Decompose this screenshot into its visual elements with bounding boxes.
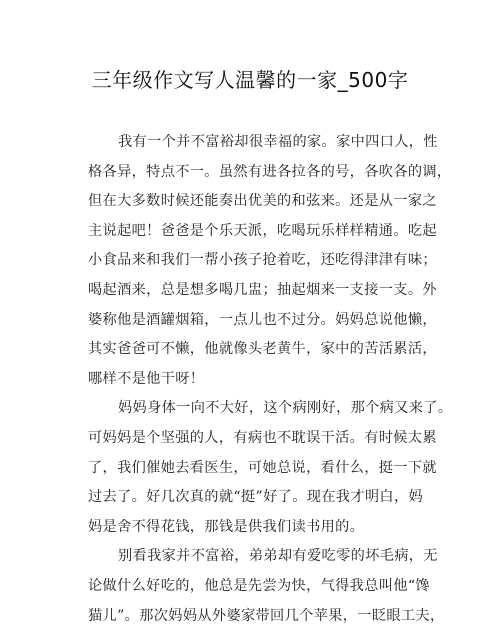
text-line: 主说起吧！爸爸是个乐天派，吃喝玩乐样样精通。吃起: [88, 217, 420, 247]
text-line: 论做什么好吃的，他总是先尝为快，气得我总叫他“馋: [88, 572, 420, 602]
text-line: 喝起酒来，总是想多喝几盅；抽起烟来一支接一支。外: [88, 276, 420, 306]
text-line: 别看我家并不富裕，弟弟却有爱吃零的坏毛病，无: [88, 542, 420, 572]
text-line: 过去了。好几次真的就“挺”好了。现在我才明白，妈: [88, 483, 420, 513]
text-line: 了，我们催她去看医生，可她总说，看什么，挺一下就: [88, 454, 420, 484]
text-line: 猫儿”。那次妈妈从外婆家带回几个苹果，一眨眼工夫，: [88, 602, 420, 631]
text-line: 哪样不是他干呀！: [88, 365, 420, 395]
text-line: 格各异，特点不一。虽然有进各拉各的号，各吹各的调，: [88, 158, 420, 188]
text-line: 其实爸爸可不懒，他就像头老黄牛，家中的苦活累活，: [88, 335, 420, 365]
text-line: 我有一个并不富裕却很幸福的家。家中四口人，性: [88, 128, 420, 158]
text-line: 小食品来和我们一帮小孩子抢着吃，还吃得津津有味；: [88, 246, 420, 276]
text-line: 但在大多数时候还能奏出优美的和弦来。还是从一家之: [88, 187, 420, 217]
text-line: 可妈妈是个坚强的人，有病也不耽误干活。有时候太累: [88, 424, 420, 454]
text-line: 妈妈身体一向不大好，这个病刚好，那个病又来了。: [88, 394, 420, 424]
document-title: 三年级作文写人温馨的一家_500字: [0, 66, 500, 94]
text-line: 婆称他是酒罐烟箱，一点儿也不过分。妈妈总说他懒，: [88, 306, 420, 336]
text-line: 妈是舍不得花钱，那钱是供我们读书用的。: [88, 513, 420, 543]
document-body: [88, 128, 420, 631]
